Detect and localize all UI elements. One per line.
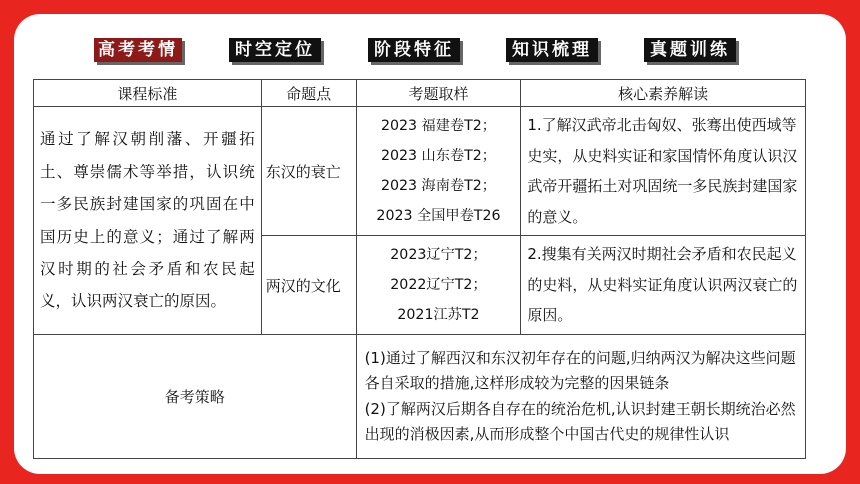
strategy-content — [356, 335, 805, 459]
sample-item: 2023辽宁T2； — [390, 247, 487, 263]
topic-decline: 东汉的衰亡 — [261, 107, 356, 236]
sample-item: 2022辽宁T2； — [390, 277, 487, 293]
header-topic: 命题点 — [261, 80, 356, 107]
header-samples: 考题取样 — [356, 80, 521, 107]
topic-culture: 两汉的文化 — [261, 236, 356, 335]
strategy-item-2: (2)了解两汉后期各自存在的统治危机,认识封建王朝长期统治必然出现的消极因素,从而形成整个中国古代史的规律性认识 — [364, 399, 796, 443]
strategy-item-1: (1)通过了解西汉和东汉初年存在的问题,归纳两汉为解决这些问题各自采取的措施,这样形成较为完整的因果链条 — [364, 348, 796, 392]
strategy-label: 备考策略 — [34, 335, 357, 459]
header-standard: 课程标准 — [34, 80, 262, 107]
sample-item: 2023 全国甲卷T26 — [376, 208, 501, 224]
table-header-row — [34, 80, 806, 107]
tab-time-space[interactable]: 时空定位 — [229, 38, 321, 62]
core-literacy-1: 1.了解汉武帝北击匈奴、张骞出使西域等史实，从史料实证和家国情怀角度认识汉武帝开疆拓土对巩固统一多民族封建国家的意义。 — [521, 107, 806, 236]
course-standard: 通过了解汉朝削藩、开疆拓土、尊崇儒术等举措，认识统一多民族封建国家的巩固在中国历史上的意义；通过了解两汉时期的社会矛盾和农民起义，认识两汉衰亡的原因。 — [34, 107, 262, 335]
samples-culture — [356, 236, 521, 335]
core-literacy-2: 2.搜集有关两汉时期社会矛盾和农民起义的史料，从史料实证角度认识两汉衰亡的原因。 — [521, 236, 806, 335]
nav-tabs — [0, 38, 860, 64]
exam-table — [33, 79, 806, 459]
tab-knowledge[interactable]: 知识梳理 — [506, 38, 598, 62]
tab-stage-features[interactable]: 阶段特征 — [368, 38, 460, 62]
sample-item: 2023 山东卷T2； — [380, 148, 496, 164]
sample-item: 2021江苏T2 — [397, 307, 480, 323]
sample-item: 2023 福建卷T2； — [380, 118, 496, 134]
tab-exercises[interactable]: 真题训练 — [644, 38, 736, 62]
samples-decline — [356, 107, 521, 236]
header-core: 核心素养解读 — [521, 80, 806, 107]
sample-item: 2023 海南卷T2； — [380, 178, 496, 194]
tab-exam-overview[interactable]: 高考考情 — [94, 38, 182, 62]
table-row — [34, 335, 806, 459]
table-row — [34, 107, 806, 236]
